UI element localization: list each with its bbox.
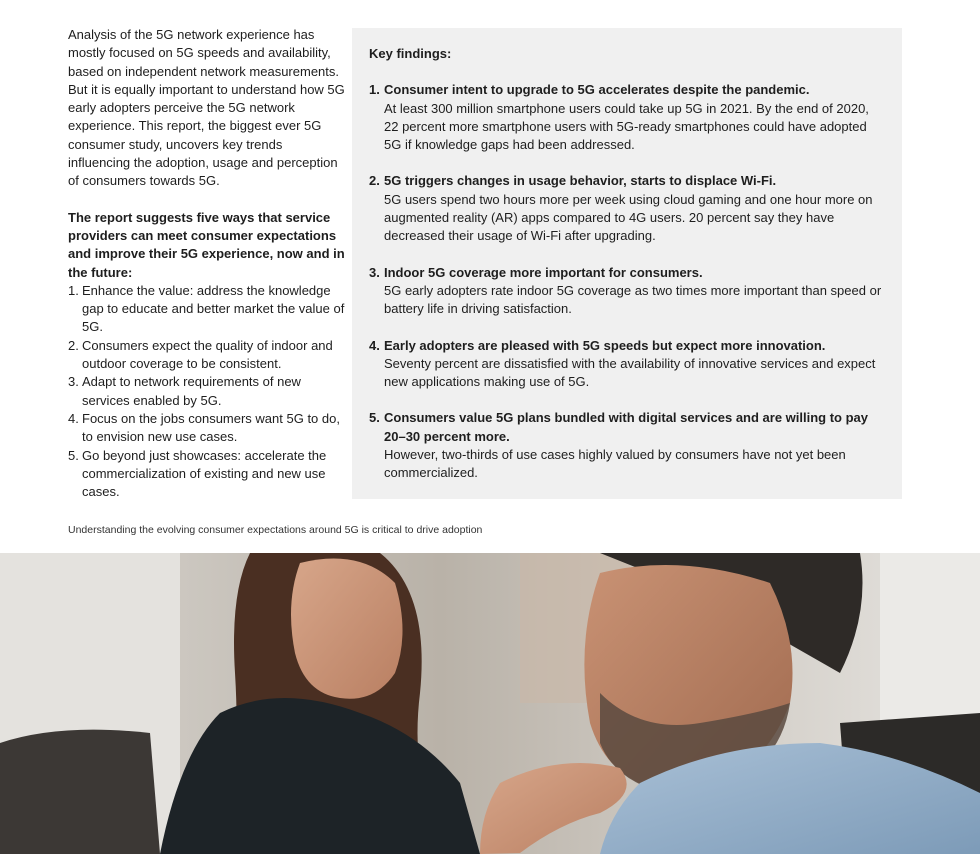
finding-body: Seventy percent are dissatisfied with the availability of innovative services and expect new applications making use of 5G. [384, 355, 876, 390]
finding-item [369, 337, 884, 392]
finding-item [369, 172, 884, 245]
suggestions-list [68, 282, 346, 502]
photo-caption: Understanding the evolving consumer expectations around 5G is critical to drive adoption [68, 524, 483, 536]
finding-body: 5G early adopters rate indoor 5G coverage as two times more important than speed or battery life in driving satisfaction. [384, 282, 882, 317]
key-findings-title: Key findings: [369, 46, 452, 61]
finding-heading: 5. Consumers value 5G plans bundled with digital services and are willing to pay 20–30 percent more. [369, 410, 869, 444]
finding-heading: 4. Early adopters are pleased with 5G speeds but expect more innovation. [369, 337, 826, 353]
finding-body: However, two-thirds of use cases highly valued by consumers have not yet been commercialized. [384, 447, 846, 481]
key-findings-box [352, 28, 902, 499]
list-item: 2. Consumers expect the quality of indoor and outdoor coverage to be consistent. [68, 337, 333, 372]
finding-heading: 3. Indoor 5G coverage more important for consumers. [369, 264, 703, 280]
suggestions-heading: The report suggests five ways that service providers can meet consumer expectations and improve their 5G experience, now and in the future: [68, 209, 345, 280]
couple-photo [0, 553, 980, 854]
left-column [68, 26, 346, 501]
list-item: 5. Go beyond just showcases: accelerate the commercialization of existing and new use cases. [68, 447, 327, 500]
finding-body: 5G users spend two hours more per week using cloud gaming and one hour more on augmented reality (AR) apps compared to 4G users. 20 percent say they have decreased their usage of Wi-Fi after upgrading. [384, 191, 873, 244]
finding-item [369, 409, 884, 482]
finding-body: At least 300 million smartphone users could take up 5G in 2021. By the end of 2020, 22 percent more smartphone users with 5G-ready smartphones could have adopted 5G if knowledge gaps had been addressed. [384, 100, 869, 153]
finding-item [369, 264, 884, 319]
finding-heading: 1. Consumer intent to upgrade to 5G accelerates despite the pandemic. [369, 82, 810, 98]
list-item: 1. Enhance the value: address the knowledge gap to educate and better market the value of 5G. [68, 282, 345, 335]
list-item: 4. Focus on the jobs consumers want 5G to do, to envision new use cases. [68, 410, 340, 445]
list-item: 3. Adapt to network requirements of new services enabled by 5G. [68, 374, 301, 408]
finding-heading: 2. 5G triggers changes in usage behavior, starts to displace Wi-Fi. [369, 173, 777, 189]
intro-paragraph: Analysis of the 5G network experience has mostly focused on 5G speeds and availability, based on independent network measurements. But it is equally important to understand how 5G early adopters perceive the 5G network experience. This report, the biggest ever 5G consumer study, uncovers key trends influencing the adoption, usage and perception of consumers towards 5G. [68, 27, 345, 189]
finding-item [369, 81, 884, 154]
